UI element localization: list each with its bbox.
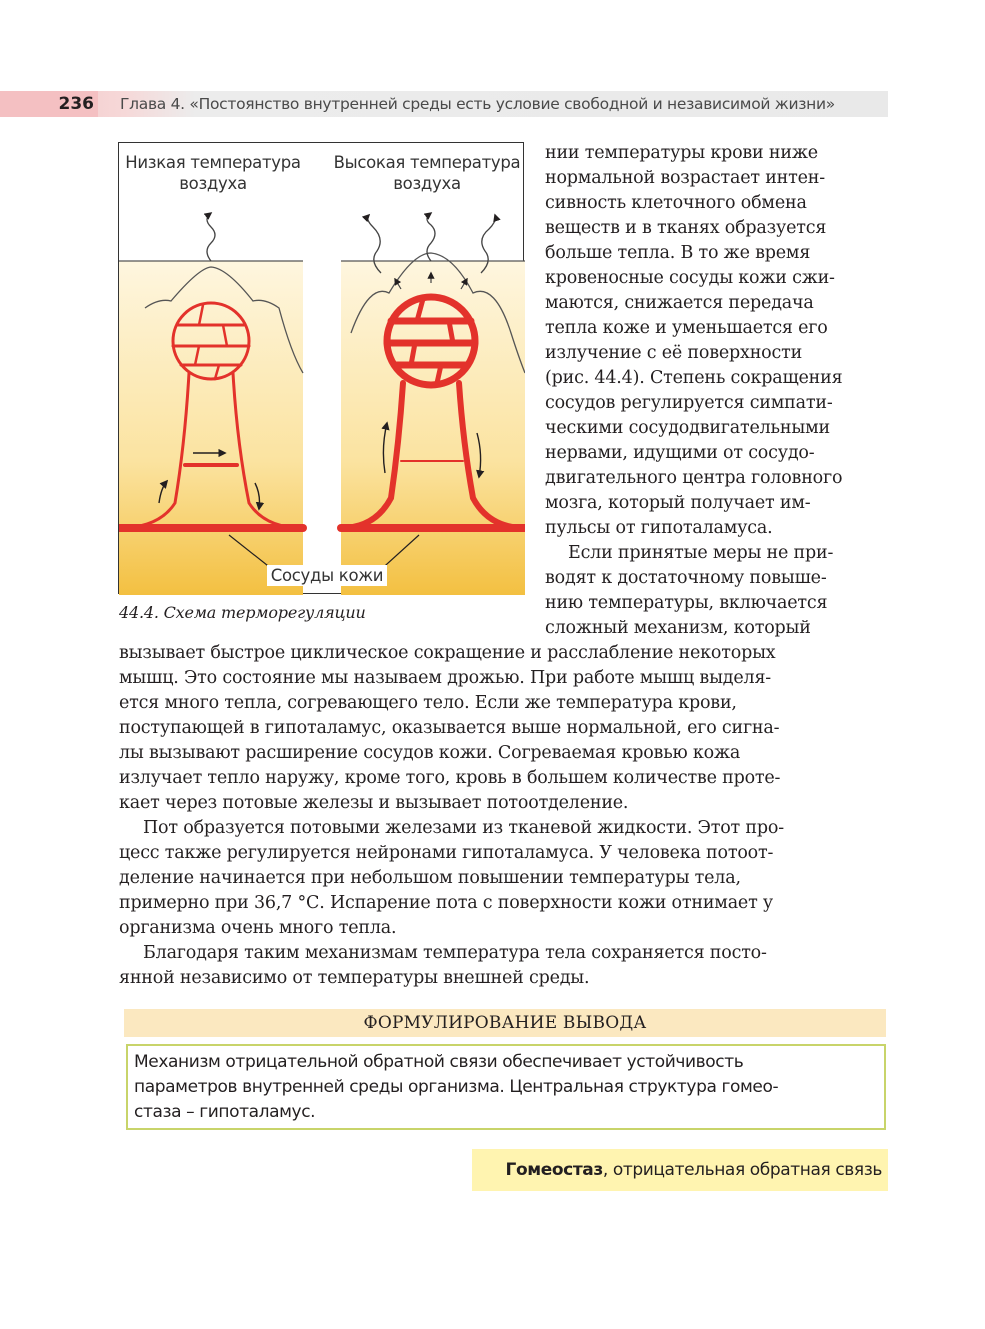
conclusion-box <box>126 1044 886 1130</box>
text-line: организма очень много тепла. <box>119 918 397 938</box>
text-line: нию температуры, включается <box>545 593 828 613</box>
text-line: нии температуры крови ниже <box>545 143 818 163</box>
text-line: веществ и в тканях образуется <box>545 218 827 238</box>
text-line: (рис. 44.4). Степень сокращения <box>545 368 843 388</box>
keywords-box <box>472 1149 888 1191</box>
text-line: кровеносные сосуды кожи сжи- <box>545 268 835 288</box>
text-line: цесс также регулируется нейронами гипоталамуса. У человека потоот- <box>119 843 774 863</box>
low-temperature-panel <box>119 213 303 595</box>
text-line: сосудов регулируется симпати- <box>545 393 833 413</box>
text-line: излучает тепло наружу, кроме того, кровь в большем количестве проте- <box>119 768 781 788</box>
conclusion-line: параметров внутренней среды организма. Центральная структура гомео- <box>134 1077 779 1097</box>
text-line: больше тепла. В то же время <box>545 243 811 263</box>
keyword-bold: Гомеостаз <box>505 1160 603 1180</box>
text-line: двигательного центра головного <box>545 468 843 488</box>
text-line: тепла коже и уменьшается его <box>545 318 828 338</box>
text-line: нервами, идущими от сосудо- <box>545 443 815 463</box>
text-line: маются, снижается передача <box>545 293 814 313</box>
text-line: вызывает быстрое циклическое сокращение и расслабление некоторых <box>119 643 776 663</box>
text-line: водят к достаточному повыше- <box>545 568 827 588</box>
page-number: 236 <box>0 91 98 117</box>
conclusion-line: Механизм отрицательной обратной связи обеспечивает устойчивость <box>134 1052 744 1072</box>
text-line: поступающей в гипоталамус, оказывается выше нормальной, его сигна- <box>119 718 780 738</box>
text-line: сивность клеточного обмена <box>545 193 807 213</box>
high-temperature-panel <box>341 213 525 595</box>
text-line: Если принятые меры не при- <box>568 543 834 563</box>
chapter-title: Глава 4. «Постоянство внутренней среды есть условие свободной и независимой жизни» <box>120 95 835 113</box>
thermoregulation-diagram <box>119 143 525 595</box>
text-line: янной независимо от температуры внешней среды. <box>119 968 590 988</box>
text-line: мозга, который получает им- <box>545 493 811 513</box>
keyword-rest: , отрицательная обратная связь <box>602 1160 882 1180</box>
text-line: нормальной возрастает интен- <box>545 168 825 188</box>
text-line: кает через потовые железы и вызывает потоотделение. <box>119 793 629 813</box>
text-line: Пот образуется потовыми железами из тканевой жидкости. Этот про- <box>143 818 784 838</box>
figure-caption: 44.4. Схема терморегуляции <box>119 603 366 622</box>
text-line: мышц. Это состояние мы называем дрожью. При работе мышц выделя- <box>119 668 771 688</box>
text-line: лы вызывают расширение сосудов кожи. Согреваемая кровью кожа <box>119 743 741 763</box>
conclusion-line: стаза – гипоталамус. <box>134 1102 316 1122</box>
label-low-temperature: Низкая температура воздуха <box>125 153 301 193</box>
text-line: деление начинается при небольшом повышении температуры тела, <box>119 868 741 888</box>
skin-tissue-left <box>119 261 303 595</box>
text-line: сложный механизм, который <box>545 618 811 638</box>
text-line: примерно при 36,7 °С. Испарение пота с поверхности кожи отнимает у <box>119 893 774 913</box>
text-line: излучение с её поверхности <box>545 343 803 363</box>
label-high-temperature: Высокая температура воздуха <box>333 153 521 193</box>
text-line: Благодаря таким механизмам температура тела сохраняется посто- <box>143 943 767 963</box>
label-skin-vessels: Сосуды кожи <box>267 565 387 586</box>
text-line: пульсы от гипоталамуса. <box>545 518 773 538</box>
thermoregulation-figure <box>118 142 524 594</box>
conclusion-heading: ФОРМУЛИРОВАНИЕ ВЫВОДА <box>124 1009 886 1037</box>
text-line: ется много тепла, согревающего тело. Если же температура крови, <box>119 693 737 713</box>
text-line: ческими сосудодвигательными <box>545 418 830 438</box>
skin-tissue-right <box>341 261 525 595</box>
